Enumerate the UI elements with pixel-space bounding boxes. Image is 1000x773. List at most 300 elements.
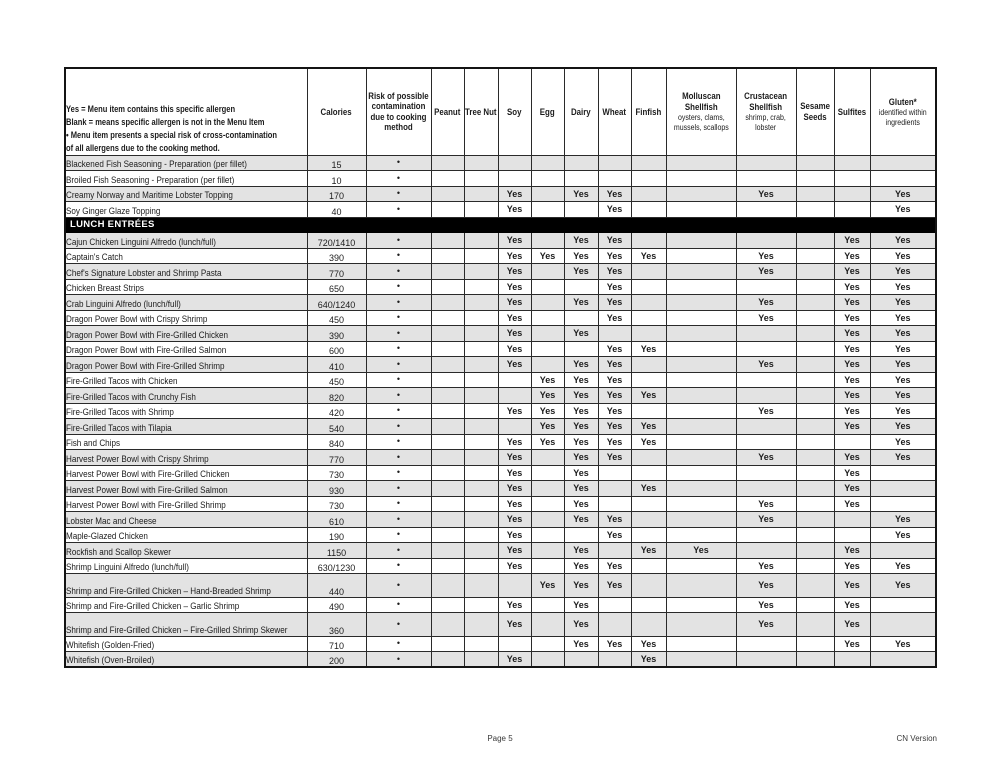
allergen-sesame-cell (796, 155, 834, 171)
allergen-egg-cell (531, 558, 564, 574)
allergen-peanut-cell (431, 171, 464, 187)
allergen-peanut-cell (431, 326, 464, 342)
calories-cell: 1150 (307, 543, 366, 559)
item-name: Shrimp and Fire-Grilled Chicken – Hand-Breaded Shrimp (66, 585, 271, 596)
column-label: Sulfites (837, 106, 867, 117)
calories-cell: 650 (307, 279, 366, 295)
allergen-sesame-cell (796, 233, 834, 249)
allergen-wheat-cell: Yes (598, 527, 631, 543)
risk-bullet-cell: • (366, 341, 431, 357)
risk-bullet-cell: • (366, 279, 431, 295)
allergen-crustacean-cell (736, 202, 796, 218)
allergen-molluscan-cell (666, 186, 736, 202)
allergen-crustacean-cell (736, 155, 796, 171)
allergen-tree_nut-cell (464, 558, 498, 574)
allergen-peanut-cell (431, 264, 464, 280)
allergen-egg-cell (531, 465, 564, 481)
menu-item-row (65, 248, 936, 264)
calories-cell: 820 (307, 388, 366, 404)
risk-bullet-cell: • (366, 512, 431, 528)
allergen-dairy-cell (564, 202, 598, 218)
column-label: Calories (320, 106, 353, 117)
allergen-gluten-cell: Yes (870, 310, 936, 326)
item-name-cell (65, 326, 307, 342)
allergen-wheat-cell: Yes (598, 202, 631, 218)
allergen-soy-cell: Yes (498, 465, 531, 481)
allergen-crustacean-cell: Yes (736, 574, 796, 598)
allergen-finfish-cell (631, 527, 666, 543)
allergen-sulfites-cell: Yes (834, 419, 870, 435)
allergen-tree_nut-cell (464, 527, 498, 543)
allergen-peanut-cell (431, 597, 464, 613)
column-label: Soy (507, 106, 522, 117)
item-name: Chef's Signature Lobster and Shrimp Pasta (66, 267, 222, 278)
item-name: Harvest Power Bowl with Fire-Grilled Shrimp (66, 500, 226, 510)
allergen-soy-cell: Yes (498, 527, 531, 543)
item-name-cell (65, 465, 307, 481)
allergen-wheat-cell: Yes (598, 186, 631, 202)
version-label: CN Version (896, 734, 937, 743)
item-name-cell (65, 481, 307, 497)
allergen-wheat-cell: Yes (598, 388, 631, 404)
allergen-sulfites-cell: Yes (834, 372, 870, 388)
calories-cell: 600 (307, 341, 366, 357)
allergen-sesame-cell (796, 264, 834, 280)
calories-cell: 770 (307, 450, 366, 466)
allergen-tree_nut-cell (464, 171, 498, 187)
calories-cell: 440 (307, 574, 366, 598)
allergen-crustacean-cell (736, 341, 796, 357)
risk-bullet-cell: • (366, 613, 431, 637)
allergen-finfish-cell (631, 310, 666, 326)
allergen-crustacean-cell (736, 434, 796, 450)
calories-cell: 720/1410 (307, 233, 366, 249)
allergen-sesame-cell (796, 434, 834, 450)
allergen-peanut-cell (431, 279, 464, 295)
column-header-dairy (564, 68, 598, 155)
risk-bullet-cell: • (366, 403, 431, 419)
menu-item-row (65, 613, 936, 637)
legend-line-bullet: • Menu item presents a special risk of cross-contamination (66, 129, 278, 140)
allergen-sulfites-cell: Yes (834, 295, 870, 311)
allergen-finfish-cell: Yes (631, 652, 666, 668)
column-header-risk (366, 68, 431, 155)
allergen-soy-cell (498, 419, 531, 435)
allergen-wheat-cell: Yes (598, 434, 631, 450)
allergen-tree_nut-cell (464, 341, 498, 357)
menu-item-row (65, 357, 936, 373)
allergen-peanut-cell (431, 155, 464, 171)
menu-item-row (65, 465, 936, 481)
calories-cell: 730 (307, 496, 366, 512)
allergen-dairy-cell: Yes (564, 543, 598, 559)
column-label: Tree Nut (465, 106, 497, 117)
allergen-finfish-cell: Yes (631, 419, 666, 435)
allergen-wheat-cell (598, 613, 631, 637)
allergen-wheat-cell: Yes (598, 357, 631, 373)
allergen-gluten-cell (870, 613, 936, 637)
allergen-sesame-cell (796, 186, 834, 202)
risk-bullet-cell: • (366, 527, 431, 543)
allergen-soy-cell: Yes (498, 357, 531, 373)
allergen-molluscan-cell (666, 613, 736, 637)
allergen-wheat-cell: Yes (598, 512, 631, 528)
allergen-gluten-cell: Yes (870, 434, 936, 450)
allergen-molluscan-cell (666, 450, 736, 466)
allergen-crustacean-cell: Yes (736, 558, 796, 574)
allergen-gluten-cell (870, 597, 936, 613)
column-header-cal (307, 68, 366, 155)
allergen-soy-cell (498, 171, 531, 187)
allergen-tree_nut-cell (464, 481, 498, 497)
allergen-egg-cell (531, 202, 564, 218)
risk-bullet-cell: • (366, 481, 431, 497)
risk-bullet-cell: • (366, 597, 431, 613)
item-name-cell (65, 264, 307, 280)
allergen-molluscan-cell (666, 264, 736, 280)
menu-item-row (65, 233, 936, 249)
allergen-molluscan-cell (666, 597, 736, 613)
allergen-egg-cell (531, 357, 564, 373)
allergen-sesame-cell (796, 171, 834, 187)
allergen-sulfites-cell: Yes (834, 279, 870, 295)
column-label: Risk of possible contamination due to cooking method (368, 90, 429, 133)
allergen-crustacean-cell (736, 543, 796, 559)
allergen-peanut-cell (431, 636, 464, 652)
allergen-soy-cell: Yes (498, 310, 531, 326)
allergen-tree_nut-cell (464, 419, 498, 435)
column-header-molluscan (666, 68, 736, 155)
risk-bullet-cell: • (366, 636, 431, 652)
allergen-sesame-cell (796, 597, 834, 613)
calories-cell: 40 (307, 202, 366, 218)
item-name: Captain's Catch (66, 252, 123, 262)
allergen-tree_nut-cell (464, 465, 498, 481)
item-name-cell (65, 419, 307, 435)
allergen-finfish-cell (631, 465, 666, 481)
risk-bullet-cell: • (366, 558, 431, 574)
allergen-gluten-cell: Yes (870, 248, 936, 264)
allergen-egg-cell (531, 279, 564, 295)
allergen-soy-cell: Yes (498, 434, 531, 450)
allergen-molluscan-cell (666, 388, 736, 404)
calories-cell: 730 (307, 465, 366, 481)
allergen-dairy-cell: Yes (564, 388, 598, 404)
item-name-cell (65, 233, 307, 249)
allergen-egg-cell (531, 310, 564, 326)
allergen-sesame-cell (796, 574, 834, 598)
allergen-egg-cell (531, 543, 564, 559)
item-name: Soy Ginger Glaze Topping (66, 205, 161, 216)
allergen-egg-cell (531, 295, 564, 311)
allergen-gluten-cell: Yes (870, 636, 936, 652)
calories-cell: 190 (307, 527, 366, 543)
allergen-dairy-cell: Yes (564, 233, 598, 249)
allergen-sesame-cell (796, 248, 834, 264)
allergen-egg-cell: Yes (531, 388, 564, 404)
allergen-crustacean-cell: Yes (736, 597, 796, 613)
menu-item-row (65, 279, 936, 295)
allergen-sesame-cell (796, 419, 834, 435)
item-name-cell (65, 543, 307, 559)
item-name: Rockfish and Scallop Skewer (66, 546, 171, 557)
risk-bullet-cell: • (366, 543, 431, 559)
allergen-crustacean-cell (736, 527, 796, 543)
allergen-wheat-cell (598, 155, 631, 171)
allergen-sesame-cell (796, 326, 834, 342)
menu-item-row (65, 419, 936, 435)
item-name: Shrimp and Fire-Grilled Chicken – Fire-Grilled Shrimp Skewer (66, 624, 288, 635)
allergen-wheat-cell (598, 543, 631, 559)
legend-cell (65, 68, 307, 155)
item-name: Shrimp and Fire-Grilled Chicken – Garlic Shrimp (66, 601, 240, 611)
item-name-cell (65, 652, 307, 668)
allergen-tree_nut-cell (464, 248, 498, 264)
allergen-crustacean-cell (736, 419, 796, 435)
allergen-crustacean-cell (736, 636, 796, 652)
allergen-gluten-cell: Yes (870, 388, 936, 404)
allergen-molluscan-cell (666, 652, 736, 668)
allergen-soy-cell (498, 372, 531, 388)
allergen-gluten-cell: Yes (870, 372, 936, 388)
calories-cell: 360 (307, 613, 366, 637)
column-label: Molluscan Shellfish (681, 91, 721, 112)
risk-bullet-cell: • (366, 450, 431, 466)
allergen-tree_nut-cell (464, 357, 498, 373)
allergen-molluscan-cell (666, 279, 736, 295)
allergen-sulfites-cell: Yes (834, 264, 870, 280)
allergen-egg-cell (531, 233, 564, 249)
allergen-tree_nut-cell (464, 295, 498, 311)
allergen-soy-cell: Yes (498, 481, 531, 497)
allergen-tree_nut-cell (464, 186, 498, 202)
allergen-wheat-cell (598, 465, 631, 481)
allergen-sesame-cell (796, 403, 834, 419)
allergen-gluten-cell: Yes (870, 512, 936, 528)
allergen-tree_nut-cell (464, 434, 498, 450)
allergen-dairy-cell: Yes (564, 403, 598, 419)
calories-cell: 710 (307, 636, 366, 652)
risk-bullet-cell: • (366, 372, 431, 388)
allergen-dairy-cell: Yes (564, 372, 598, 388)
allergen-soy-cell: Yes (498, 248, 531, 264)
allergen-gluten-cell (870, 465, 936, 481)
allergen-peanut-cell (431, 434, 464, 450)
allergen-sesame-cell (796, 279, 834, 295)
calories-cell: 770 (307, 264, 366, 280)
allergen-egg-cell (531, 341, 564, 357)
menu-item-row (65, 326, 936, 342)
risk-bullet-cell: • (366, 171, 431, 187)
allergen-finfish-cell (631, 613, 666, 637)
allergen-finfish-cell: Yes (631, 341, 666, 357)
menu-item-row (65, 155, 936, 171)
calories-cell: 450 (307, 310, 366, 326)
allergen-crustacean-cell: Yes (736, 186, 796, 202)
allergen-peanut-cell (431, 543, 464, 559)
allergen-tree_nut-cell (464, 264, 498, 280)
allergen-sulfites-cell: Yes (834, 465, 870, 481)
item-name: Cajun Chicken Linguini Alfredo (lunch/full) (66, 236, 216, 247)
allergen-crustacean-cell (736, 481, 796, 497)
item-name-cell (65, 496, 307, 512)
menu-item-row (65, 652, 936, 668)
risk-bullet-cell: • (366, 326, 431, 342)
allergen-sulfites-cell (834, 171, 870, 187)
allergen-sesame-cell (796, 496, 834, 512)
allergen-egg-cell: Yes (531, 372, 564, 388)
allergen-sesame-cell (796, 512, 834, 528)
allergen-wheat-cell: Yes (598, 636, 631, 652)
item-name: Dragon Power Bowl with Fire-Grilled Salmon (66, 345, 227, 355)
allergen-dairy-cell: Yes (564, 496, 598, 512)
item-name-cell (65, 512, 307, 528)
risk-bullet-cell: • (366, 310, 431, 326)
allergen-peanut-cell (431, 357, 464, 373)
allergen-gluten-cell (870, 171, 936, 187)
allergen-dairy-cell: Yes (564, 597, 598, 613)
allergen-dairy-cell (564, 310, 598, 326)
allergen-egg-cell (531, 171, 564, 187)
allergen-wheat-cell: Yes (598, 279, 631, 295)
allergen-dairy-cell: Yes (564, 613, 598, 637)
menu-item-row (65, 372, 936, 388)
allergen-egg-cell (531, 186, 564, 202)
allergen-molluscan-cell (666, 419, 736, 435)
calories-cell: 170 (307, 186, 366, 202)
allergen-wheat-cell: Yes (598, 450, 631, 466)
allergen-soy-cell: Yes (498, 496, 531, 512)
allergen-sulfites-cell (834, 434, 870, 450)
allergen-wheat-cell: Yes (598, 295, 631, 311)
item-name: Harvest Power Bowl with Crispy Shrimp (66, 453, 209, 464)
item-name-cell (65, 613, 307, 637)
allergen-gluten-cell: Yes (870, 279, 936, 295)
menu-item-row (65, 388, 936, 404)
allergen-egg-cell (531, 450, 564, 466)
allergen-peanut-cell (431, 233, 464, 249)
risk-bullet-cell: • (366, 496, 431, 512)
allergen-sulfites-cell: Yes (834, 388, 870, 404)
allergen-finfish-cell (631, 372, 666, 388)
allergen-finfish-cell (631, 512, 666, 528)
allergen-finfish-cell (631, 574, 666, 598)
allergen-wheat-cell (598, 481, 631, 497)
item-name: Lobster Mac and Cheese (66, 515, 157, 526)
allergen-tree_nut-cell (464, 326, 498, 342)
risk-bullet-cell: • (366, 233, 431, 249)
allergen-egg-cell (531, 264, 564, 280)
allergen-dairy-cell: Yes (564, 264, 598, 280)
allergen-tree_nut-cell (464, 574, 498, 598)
allergen-sesame-cell (796, 527, 834, 543)
calories-cell: 610 (307, 512, 366, 528)
calories-cell: 420 (307, 403, 366, 419)
allergen-tree_nut-cell (464, 279, 498, 295)
allergen-sesame-cell (796, 543, 834, 559)
risk-bullet-cell: • (366, 388, 431, 404)
allergen-tree_nut-cell (464, 636, 498, 652)
allergen-crustacean-cell: Yes (736, 496, 796, 512)
menu-item-row (65, 558, 936, 574)
allergen-sesame-cell (796, 481, 834, 497)
allergen-gluten-cell (870, 481, 936, 497)
menu-item-row (65, 597, 936, 613)
menu-item-row (65, 543, 936, 559)
allergen-gluten-cell: Yes (870, 357, 936, 373)
column-label: Dairy (571, 106, 591, 117)
item-name: Fire-Grilled Tacos with Tilapia (66, 422, 172, 433)
allergen-dairy-cell: Yes (564, 558, 598, 574)
allergen-tree_nut-cell (464, 155, 498, 171)
allergen-gluten-cell: Yes (870, 326, 936, 342)
risk-bullet-cell: • (366, 186, 431, 202)
allergen-tree_nut-cell (464, 403, 498, 419)
allergen-molluscan-cell (666, 372, 736, 388)
calories-cell: 390 (307, 326, 366, 342)
allergen-soy-cell: Yes (498, 295, 531, 311)
allergen-gluten-cell: Yes (870, 295, 936, 311)
column-sublabel: shrimp, crab, lobster (745, 113, 787, 132)
column-label: Wheat (602, 106, 627, 117)
allergen-wheat-cell: Yes (598, 372, 631, 388)
allergen-soy-cell: Yes (498, 450, 531, 466)
allergen-molluscan-cell: Yes (666, 543, 736, 559)
item-name: Crab Linguini Alfredo (lunch/full) (66, 298, 181, 309)
allergen-peanut-cell (431, 202, 464, 218)
allergen-finfish-cell (631, 171, 666, 187)
allergen-peanut-cell (431, 574, 464, 598)
allergen-sesame-cell (796, 465, 834, 481)
allergen-molluscan-cell (666, 496, 736, 512)
item-name-cell (65, 310, 307, 326)
allergen-soy-cell: Yes (498, 543, 531, 559)
allergen-soy-cell: Yes (498, 233, 531, 249)
risk-bullet-cell: • (366, 652, 431, 668)
allergen-tree_nut-cell (464, 613, 498, 637)
menu-item-row (65, 450, 936, 466)
column-header-crustacean (736, 68, 796, 155)
allergen-crustacean-cell (736, 233, 796, 249)
allergen-molluscan-cell (666, 310, 736, 326)
allergen-soy-cell (498, 636, 531, 652)
allergen-peanut-cell (431, 527, 464, 543)
item-name: Fish and Chips (66, 438, 121, 448)
allergen-soy-cell: Yes (498, 558, 531, 574)
column-header-tree_nut (464, 68, 498, 155)
allergen-dairy-cell: Yes (564, 326, 598, 342)
allergen-wheat-cell: Yes (598, 419, 631, 435)
allergen-soy-cell (498, 155, 531, 171)
allergen-peanut-cell (431, 186, 464, 202)
risk-bullet-cell: • (366, 155, 431, 171)
allergen-tree_nut-cell (464, 543, 498, 559)
risk-bullet-cell: • (366, 419, 431, 435)
menu-item-row (65, 186, 936, 202)
allergen-crustacean-cell: Yes (736, 512, 796, 528)
allergen-crustacean-cell: Yes (736, 403, 796, 419)
item-name-cell (65, 597, 307, 613)
allergen-molluscan-cell (666, 357, 736, 373)
allergen-sulfites-cell (834, 527, 870, 543)
allergen-egg-cell: Yes (531, 434, 564, 450)
item-name-cell (65, 372, 307, 388)
item-name: Broiled Fish Seasoning - Preparation (per fillet) (66, 174, 235, 185)
allergen-egg-cell (531, 527, 564, 543)
item-name-cell (65, 186, 307, 202)
allergen-peanut-cell (431, 465, 464, 481)
allergen-finfish-cell: Yes (631, 434, 666, 450)
